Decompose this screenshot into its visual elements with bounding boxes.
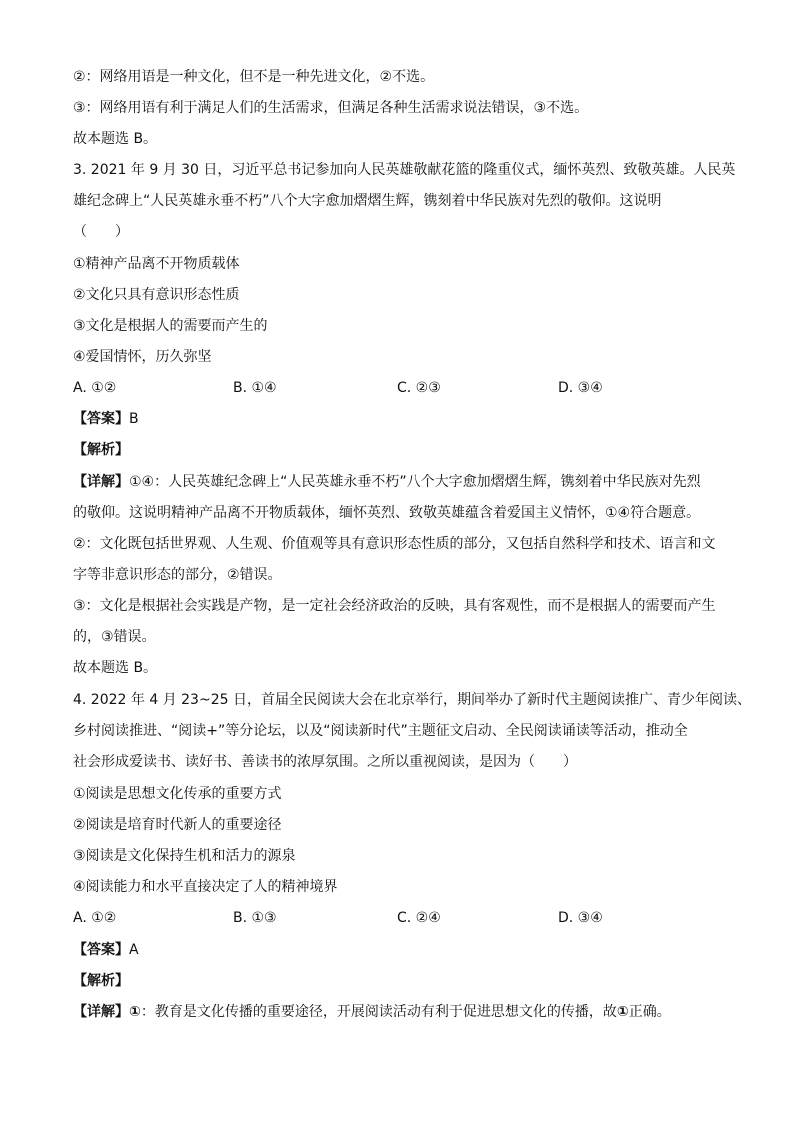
question-3-conclusion: 故本题选 B。 <box>73 660 158 676</box>
question-4-detail <box>73 1003 723 1021</box>
question-4-stem: 社会形成爱读书、读好书、善读书的浓厚氛围。之所以重视阅读，是因为（ ） <box>73 754 577 770</box>
question-3-statement: ①精神产品离不开物质载体 <box>73 256 240 272</box>
question-3-answer <box>73 410 723 428</box>
detail-text: ：教育是文化传播的重要途径，开展阅读活动有利于促进思想文化的传播，故 <box>140 1004 617 1020</box>
question-3-option-d: D. ③④ <box>558 380 603 396</box>
question-3-statement: ③文化是根据人的需要而产生的 <box>73 318 268 334</box>
detail-text: ①④：人民英雄纪念碑上“人民英雄永垂不朽”八个大字愈加熠熠生辉，镌刻着中华民族对先烈 <box>129 474 701 490</box>
question-3-stem: 3. 2021 年 9 月 30 日，习近平总书记参加向人民英雄敬献花篮的隆重仪式，缅怀英烈、致敬英雄。人民英 <box>73 162 736 178</box>
text-line: ③：网络用语有利于满足人们的生活需求，但满足各种生活需求说法错误，③不选。 <box>73 100 589 116</box>
question-3-detail <box>73 473 723 491</box>
question-4-statement: ①阅读是思想文化传承的重要方式 <box>73 786 282 802</box>
question-3-option-b: B. ①④ <box>233 380 277 396</box>
answer-tag: 【答案】 <box>73 411 129 427</box>
question-3-stem: 雄纪念碑上“人民英雄永垂不朽”八个大字愈加熠熠生辉，镌刻着中华民族对先烈的敬仰。这说明 <box>73 193 662 209</box>
answer-tag: 【答案】 <box>73 942 129 958</box>
detail-tag: 【详解】 <box>73 474 129 490</box>
question-3-detail: 的，③错误。 <box>73 629 156 645</box>
question-4-option-c: C. ②④ <box>397 910 441 926</box>
question-4-option-a: A. ①② <box>73 910 117 926</box>
text-line: 故本题选 B。 <box>73 131 158 147</box>
question-4-answer <box>73 941 723 959</box>
question-3-detail: ②：文化既包括世界观、人生观、价值观等具有意识形态性质的部分，又包括自然科学和技术、语言和文 <box>73 536 716 552</box>
question-4-stem: 乡村阅读推进、“阅读+”等分论坛，以及“阅读新时代”主题征文启动、全民阅读诵读等活动，推动全 <box>73 723 688 739</box>
detail-number: ① <box>129 1004 141 1020</box>
question-3-option-c: C. ②③ <box>397 380 441 396</box>
answer-value: B <box>129 411 139 427</box>
detail-number: ① <box>616 1004 629 1020</box>
question-3-statement: ④爱国情怀，历久弥坚 <box>73 349 212 365</box>
question-4-option-b: B. ①③ <box>233 910 277 926</box>
question-4-option-d: D. ③④ <box>558 910 603 926</box>
question-3-statement: ②文化只具有意识形态性质 <box>73 287 240 303</box>
question-4-stem: 4. 2022 年 4 月 23~25 日，首届全民阅读大会在北京举行，期间举办了新时代主题阅读推广、青少年阅读、 <box>73 692 751 708</box>
question-3-option-a: A. ①② <box>73 380 117 396</box>
text-line: ②：网络用语是一种文化，但不是一种先进文化，②不选。 <box>73 69 435 85</box>
question-3-analysis-tag: 【解析】 <box>73 442 129 458</box>
question-3-detail: 的敬仰。这说明精神产品离不开物质载体，缅怀英烈、致敬英雄蕴含着爱国主义情怀，①④符合题意。 <box>73 505 701 521</box>
question-4-statement: ④阅读能力和水平直接决定了人的精神境界 <box>73 879 338 895</box>
question-4-analysis-tag: 【解析】 <box>73 973 129 989</box>
answer-value: A <box>129 942 139 958</box>
question-3-detail: ③：文化是根据社会实践是产物，是一定社会经济政治的反映，具有客观性，而不是根据人的需要而产生 <box>73 598 716 614</box>
question-4-statement: ②阅读是培育时代新人的重要途径 <box>73 817 282 833</box>
detail-tag: 【详解】 <box>73 1004 129 1020</box>
question-3-detail: 字等非意识形态的部分，②错误。 <box>73 567 282 583</box>
question-4-statement: ③阅读是文化保持生机和活力的源泉 <box>73 848 296 864</box>
question-3-bracket: （ ） <box>73 224 129 240</box>
detail-text: 正确。 <box>628 1004 671 1020</box>
